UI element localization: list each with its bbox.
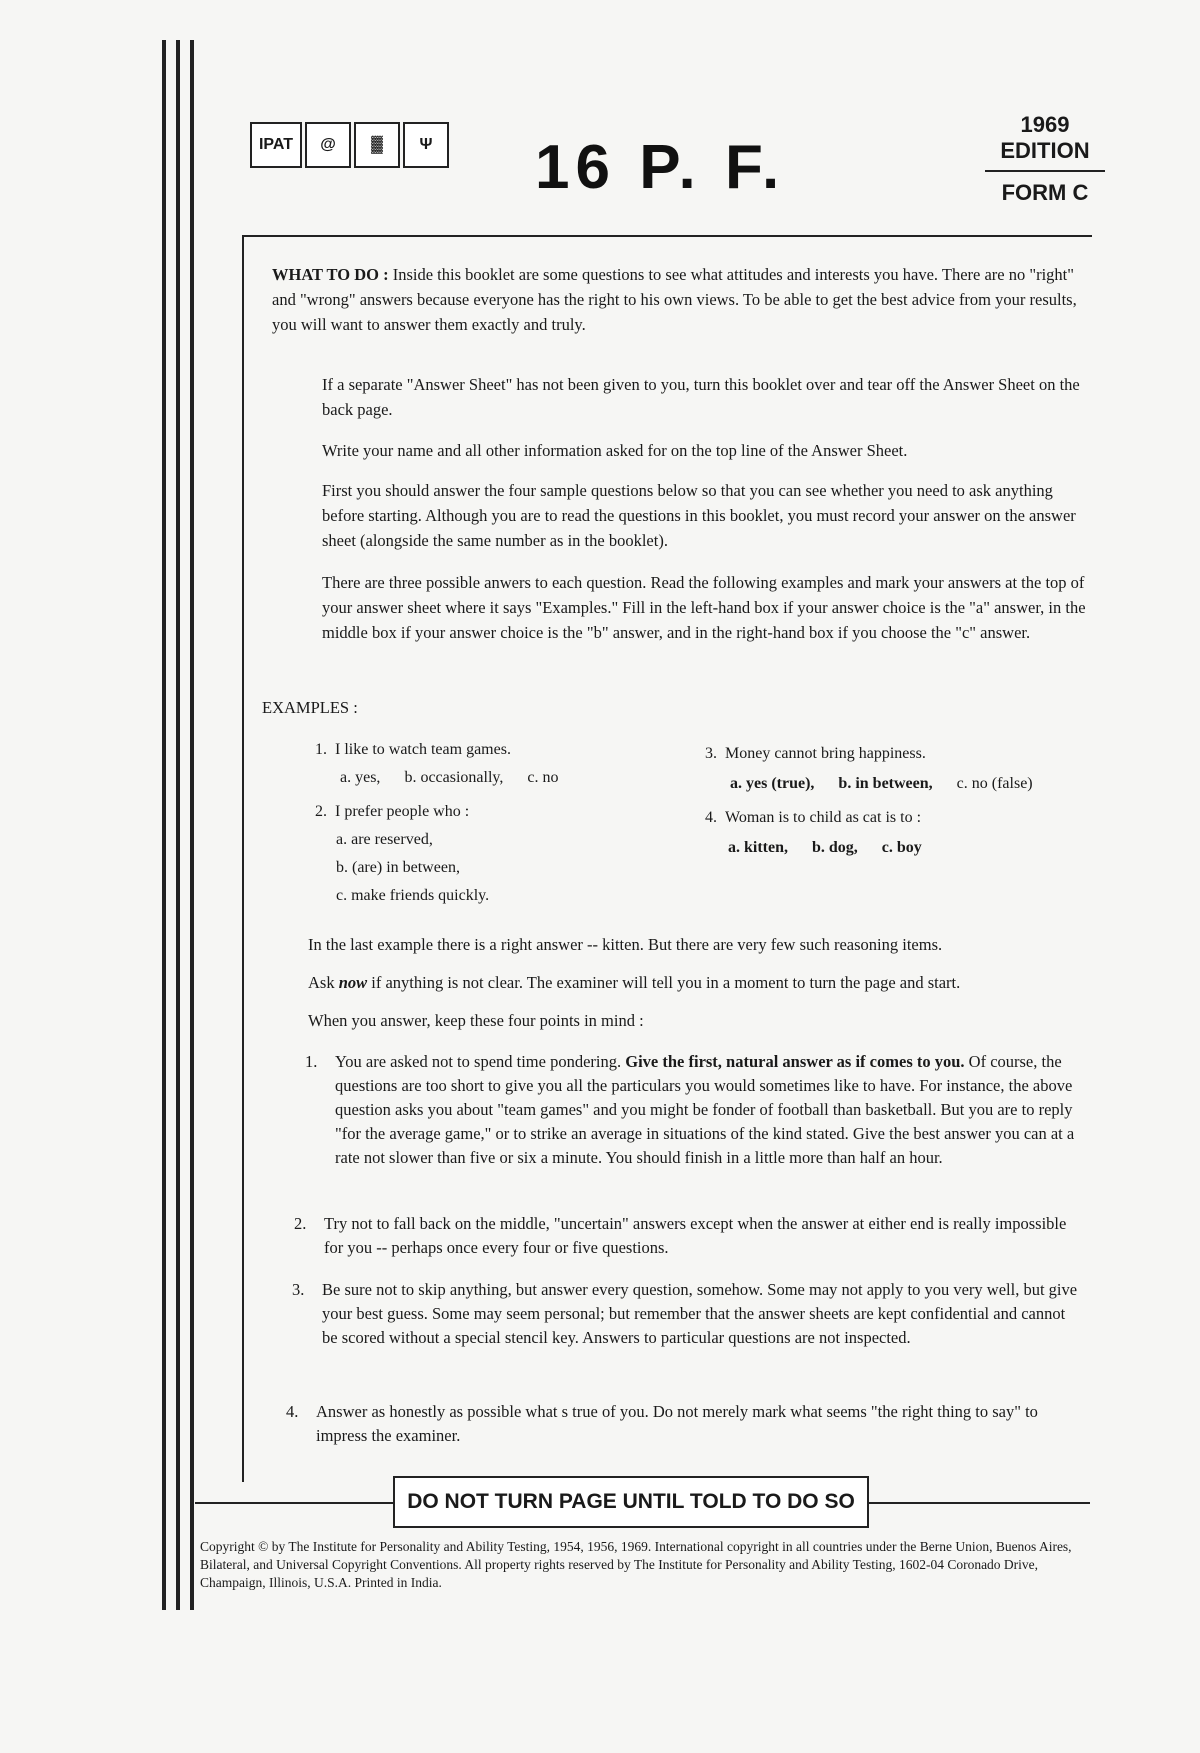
option-a: a. yes (true), bbox=[730, 775, 815, 792]
point-emphasis: Give the first, natural answer as if comes to you. bbox=[625, 1052, 965, 1071]
point-4 bbox=[286, 1400, 1084, 1448]
point-number: 3. bbox=[292, 1280, 305, 1299]
psi-logo-icon: Ψ bbox=[403, 122, 449, 168]
example-options-3 bbox=[730, 772, 1033, 796]
point-3 bbox=[292, 1278, 1084, 1350]
page-title: 16 P. F. bbox=[535, 133, 786, 202]
option-a: a. yes, bbox=[340, 769, 381, 786]
example-text: I prefer people who : bbox=[335, 803, 470, 820]
examples-label: EXAMPLES : bbox=[262, 698, 358, 717]
point-number: 2. bbox=[294, 1214, 307, 1233]
point-lead: You are asked not to spend time pondering. bbox=[335, 1052, 626, 1071]
point-text: Try not to fall back on the middle, "uncertain" answers except when the answer at either end is really impossible for you -- perhaps once every four or five questions. bbox=[324, 1214, 1067, 1257]
notice-rule-right bbox=[865, 1502, 1090, 1504]
example-text: I like to watch team games. bbox=[335, 741, 511, 758]
example-number: 3. bbox=[705, 745, 717, 762]
ask-now-post: if anything is not clear. The examiner will tell you in a moment to turn the page and start. bbox=[367, 973, 961, 992]
option-b: b. occasionally, bbox=[404, 769, 504, 786]
point-number: 4. bbox=[286, 1402, 299, 1421]
answer-sheet-paragraph: If a separate "Answer Sheet" has not been given to you, turn this booklet over and tear off the Answer Sheet on the back page. bbox=[322, 375, 1080, 419]
example-number: 2. bbox=[315, 803, 327, 820]
last-example-paragraph: In the last example there is a right answer -- kitten. But there are very few such reasoning items. bbox=[308, 935, 943, 954]
ask-now-emphasis: now bbox=[338, 973, 368, 992]
option-a: a. kitten, bbox=[728, 839, 788, 856]
ipat-logo: IPAT bbox=[250, 122, 302, 168]
example-text: Money cannot bring happiness. bbox=[725, 745, 926, 762]
option-b: b. dog, bbox=[812, 839, 858, 856]
notice-rule-left bbox=[195, 1502, 395, 1504]
point-2 bbox=[294, 1212, 1084, 1260]
point-text: Be sure not to skip anything, but answer every question, somehow. Some may not apply to you very well, but give your best guess. Some may seem personal; but remember that the answer sheets are kept confidential and cannot be scored without a special stencil key. Answers to particular questions are not inspected. bbox=[322, 1280, 1078, 1347]
what-to-do-text: Inside this booklet are some questions to see what attitudes and interests you have. There are no "right" and "wrong" answers because everyone has the right to his own views. To be able to get the best advice from your results, you will want to answer them exactly and truly. bbox=[272, 265, 1077, 334]
example-options-1 bbox=[340, 766, 582, 790]
option-b: b. in between, bbox=[838, 775, 933, 792]
point-rest: Of course, the questions are too short to give you all the particulars you would sometimes like to have. For instance, the above question asks you about "team games" and you might be fonder of football than basketball. But you are to reply "for the average game," or to strike an average in situations of the kind stated. Give the best answer you can at a rate not slower than five or six a minute. You should finish in a little more than half an hour. bbox=[335, 1052, 1075, 1167]
ask-now-paragraph bbox=[308, 970, 1088, 995]
edition-label: 1969 EDITION bbox=[985, 112, 1105, 172]
example-option-2a: a. are reserved, bbox=[336, 831, 433, 848]
write-name-paragraph: Write your name and all other information asked for on the top line of the Answer Sheet. bbox=[322, 441, 908, 460]
example-question-3 bbox=[705, 742, 950, 766]
example-option-2c: c. make friends quickly. bbox=[336, 887, 490, 904]
example-number: 1. bbox=[315, 741, 327, 758]
edition-block bbox=[985, 112, 1105, 206]
answer-choices-paragraph: There are three possible anwers to each question. Read the following examples and mark your answers at the top of your answer sheet where it says "Examples." Fill in the left-hand box if your answer choice is the "a" answer, in the middle box if your answer choice is the "b" answer, and in the right-hand box if you choose the "c" answer. bbox=[322, 573, 1086, 642]
example-question-2 bbox=[315, 800, 493, 824]
point-text: Answer as honestly as possible what s true of you. Do not merely mark what seems "the right thing to say" to impress the examiner. bbox=[316, 1402, 1038, 1445]
example-options-4 bbox=[728, 836, 946, 860]
option-c: c. no (false) bbox=[956, 775, 1033, 792]
what-to-do-label: WHAT TO DO : bbox=[272, 265, 389, 284]
circle-logo-icon: @ bbox=[305, 122, 351, 168]
example-option-2b: b. (are) in between, bbox=[336, 859, 460, 876]
example-number: 4. bbox=[705, 809, 717, 826]
grid-logo-icon: ▓ bbox=[354, 122, 400, 168]
form-label: FORM C bbox=[1001, 180, 1089, 205]
binding-spine-line bbox=[176, 40, 180, 1610]
what-to-do-paragraph bbox=[272, 262, 1090, 337]
do-not-turn-notice: DO NOT TURN PAGE UNTIL TOLD TO DO SO bbox=[393, 1476, 869, 1528]
binding-spine-line bbox=[190, 40, 194, 1610]
example-text: Woman is to child as cat is to : bbox=[725, 809, 922, 826]
binding-spine-line bbox=[162, 40, 166, 1610]
option-c: c. boy bbox=[881, 839, 922, 856]
sample-questions-paragraph: First you should answer the four sample questions below so that you can see whether you need to ask anything before starting. Although you are to read the questions in this booklet, you must record your answer on the answer sheet (alongside the same number as in the booklet). bbox=[322, 481, 1076, 550]
example-question-1 bbox=[315, 738, 535, 762]
example-question-4 bbox=[705, 806, 945, 830]
point-number: 1. bbox=[305, 1052, 318, 1071]
option-c: c. no bbox=[527, 769, 559, 786]
publisher-logos bbox=[250, 122, 449, 168]
copyright-notice: Copyright © by The Institute for Personality and Ability Testing, 1954, 1956, 1969. International copyright in all countries under the Berne Union, Buenos Aires, Bilateral, and Universal Copyright Conventions. All property rights reserved by The Institute for Personality and Ability Testing, 1602-04 Coronado Drive, Champaign, Illinois, U.S.A. Printed in India. bbox=[200, 1539, 1072, 1590]
point-1 bbox=[305, 1050, 1083, 1170]
ask-now-pre: Ask bbox=[308, 973, 339, 992]
four-points-intro: When you answer, keep these four points in mind : bbox=[308, 1011, 644, 1030]
